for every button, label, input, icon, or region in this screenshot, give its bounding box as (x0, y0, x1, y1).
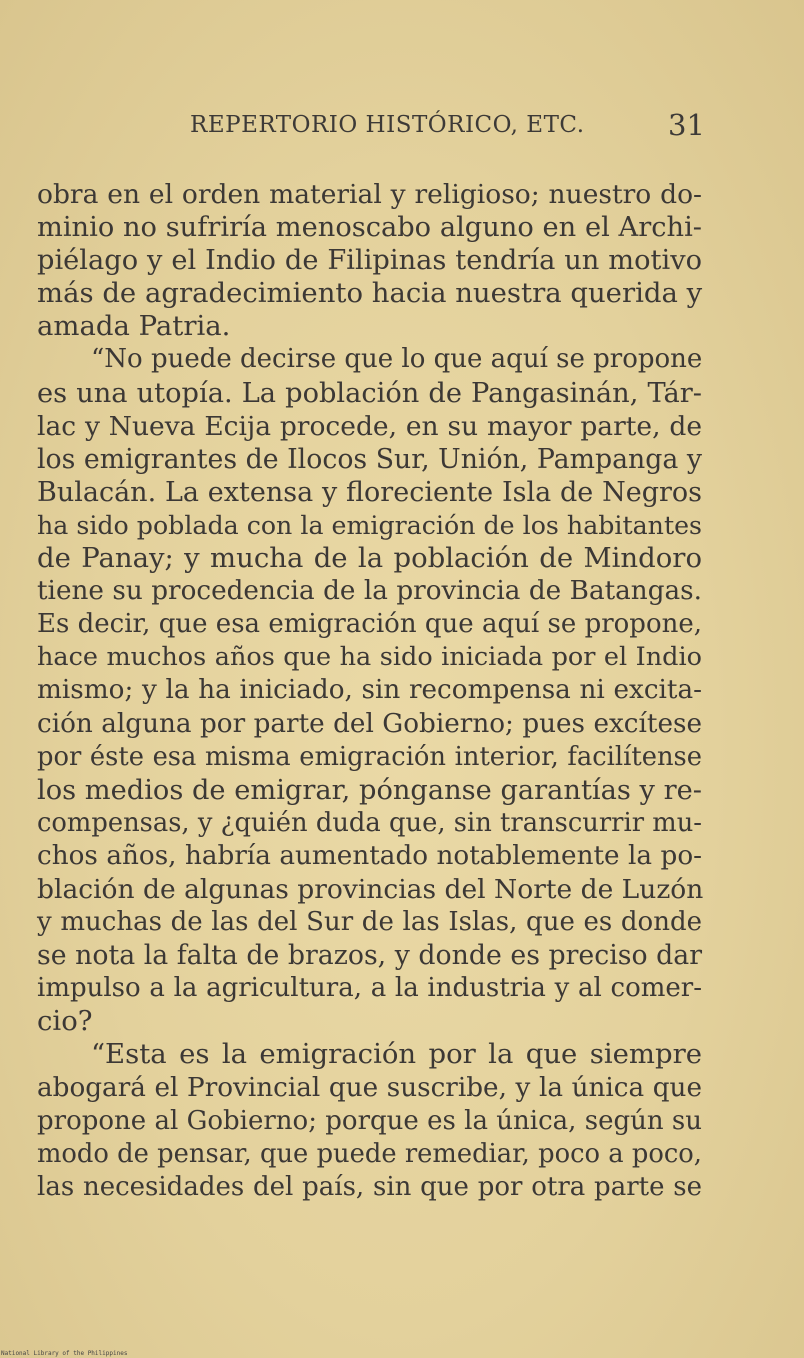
text-line: abogará el Provincial que suscribe, y la única que (37, 1072, 702, 1103)
text-line: amada Patria. (37, 310, 231, 343)
text-line: compensas, y ¿quién duda que, sin transcurrir mu- (37, 807, 702, 838)
text-line: por éste esa misma emigración interior, facilítense (37, 741, 702, 772)
text-line: obra en el orden material y religioso; nuestro do- (37, 179, 702, 210)
text-line: es una utopía. La población de Pangasinán, Tár- (37, 377, 702, 409)
body-text (37, 178, 702, 1204)
text-line: de Panay; y mucha de la población de Mindoro (37, 542, 702, 575)
text-line: más de agradecimiento hacia nuestra querida y (37, 277, 703, 310)
text-line: se nota la falta de brazos, y donde es preciso dar (37, 940, 702, 972)
text-line: piélago y el Indio de Filipinas tendría un motivo (37, 245, 702, 277)
text-line: cio? (37, 1005, 93, 1038)
text-line: ha sido poblada con la emigración de los habitantes (37, 510, 702, 540)
text-line: blación de algunas provincias del Norte de Luzón (37, 873, 704, 905)
text-line: Bulacán. La extensa y floreciente Isla de Negros (37, 476, 702, 508)
library-credit: National Library of the Philippines (1, 1350, 128, 1357)
running-head: REPERTORIO HISTÓRICO, ETC. (190, 112, 585, 138)
page-number: 31 (668, 108, 705, 142)
text-line: tiene su procedencia de la provincia de Batangas. (37, 576, 702, 607)
text-line: las necesidades del país, sin que por otra parte se (37, 1171, 702, 1202)
text-line: los emigrantes de Ilocos Sur, Unión, Pampanga y (37, 443, 702, 475)
text-line: los medios de emigrar, pónganse garantías y re- (37, 774, 702, 806)
text-line: propone al Gobierno; porque es la única, según su (37, 1105, 702, 1136)
text-line: chos años, habría aumentado notablemente la po- (37, 840, 702, 871)
text-line: Es decir, que esa emigración que aquí se propone, (37, 609, 702, 640)
text-line: y muchas de las del Sur de las Islas, que es donde (37, 907, 702, 938)
page-header (0, 108, 804, 144)
text-line: “No puede decirse que lo que aquí se propone (91, 344, 703, 375)
text-line: modo de pensar, que puede remediar, poco a poco, (37, 1138, 702, 1169)
text-line: impulso a la agricultura, a la industria y al comer- (37, 973, 702, 1004)
text-line: mismo; y la ha iniciado, sin recompensa ni excita- (37, 675, 702, 706)
text-line: lac y Nueva Ecija procede, en su mayor parte, de (37, 410, 702, 442)
text-line: minio no sufriría menoscabo alguno en el Archi- (37, 212, 702, 244)
text-line: “Esta es la emigración por la que siempre (91, 1038, 702, 1071)
text-line: ción alguna por parte del Gobierno; pues excítese (37, 708, 702, 739)
text-line: hace muchos años que ha sido iniciada por el Indio (37, 642, 702, 673)
